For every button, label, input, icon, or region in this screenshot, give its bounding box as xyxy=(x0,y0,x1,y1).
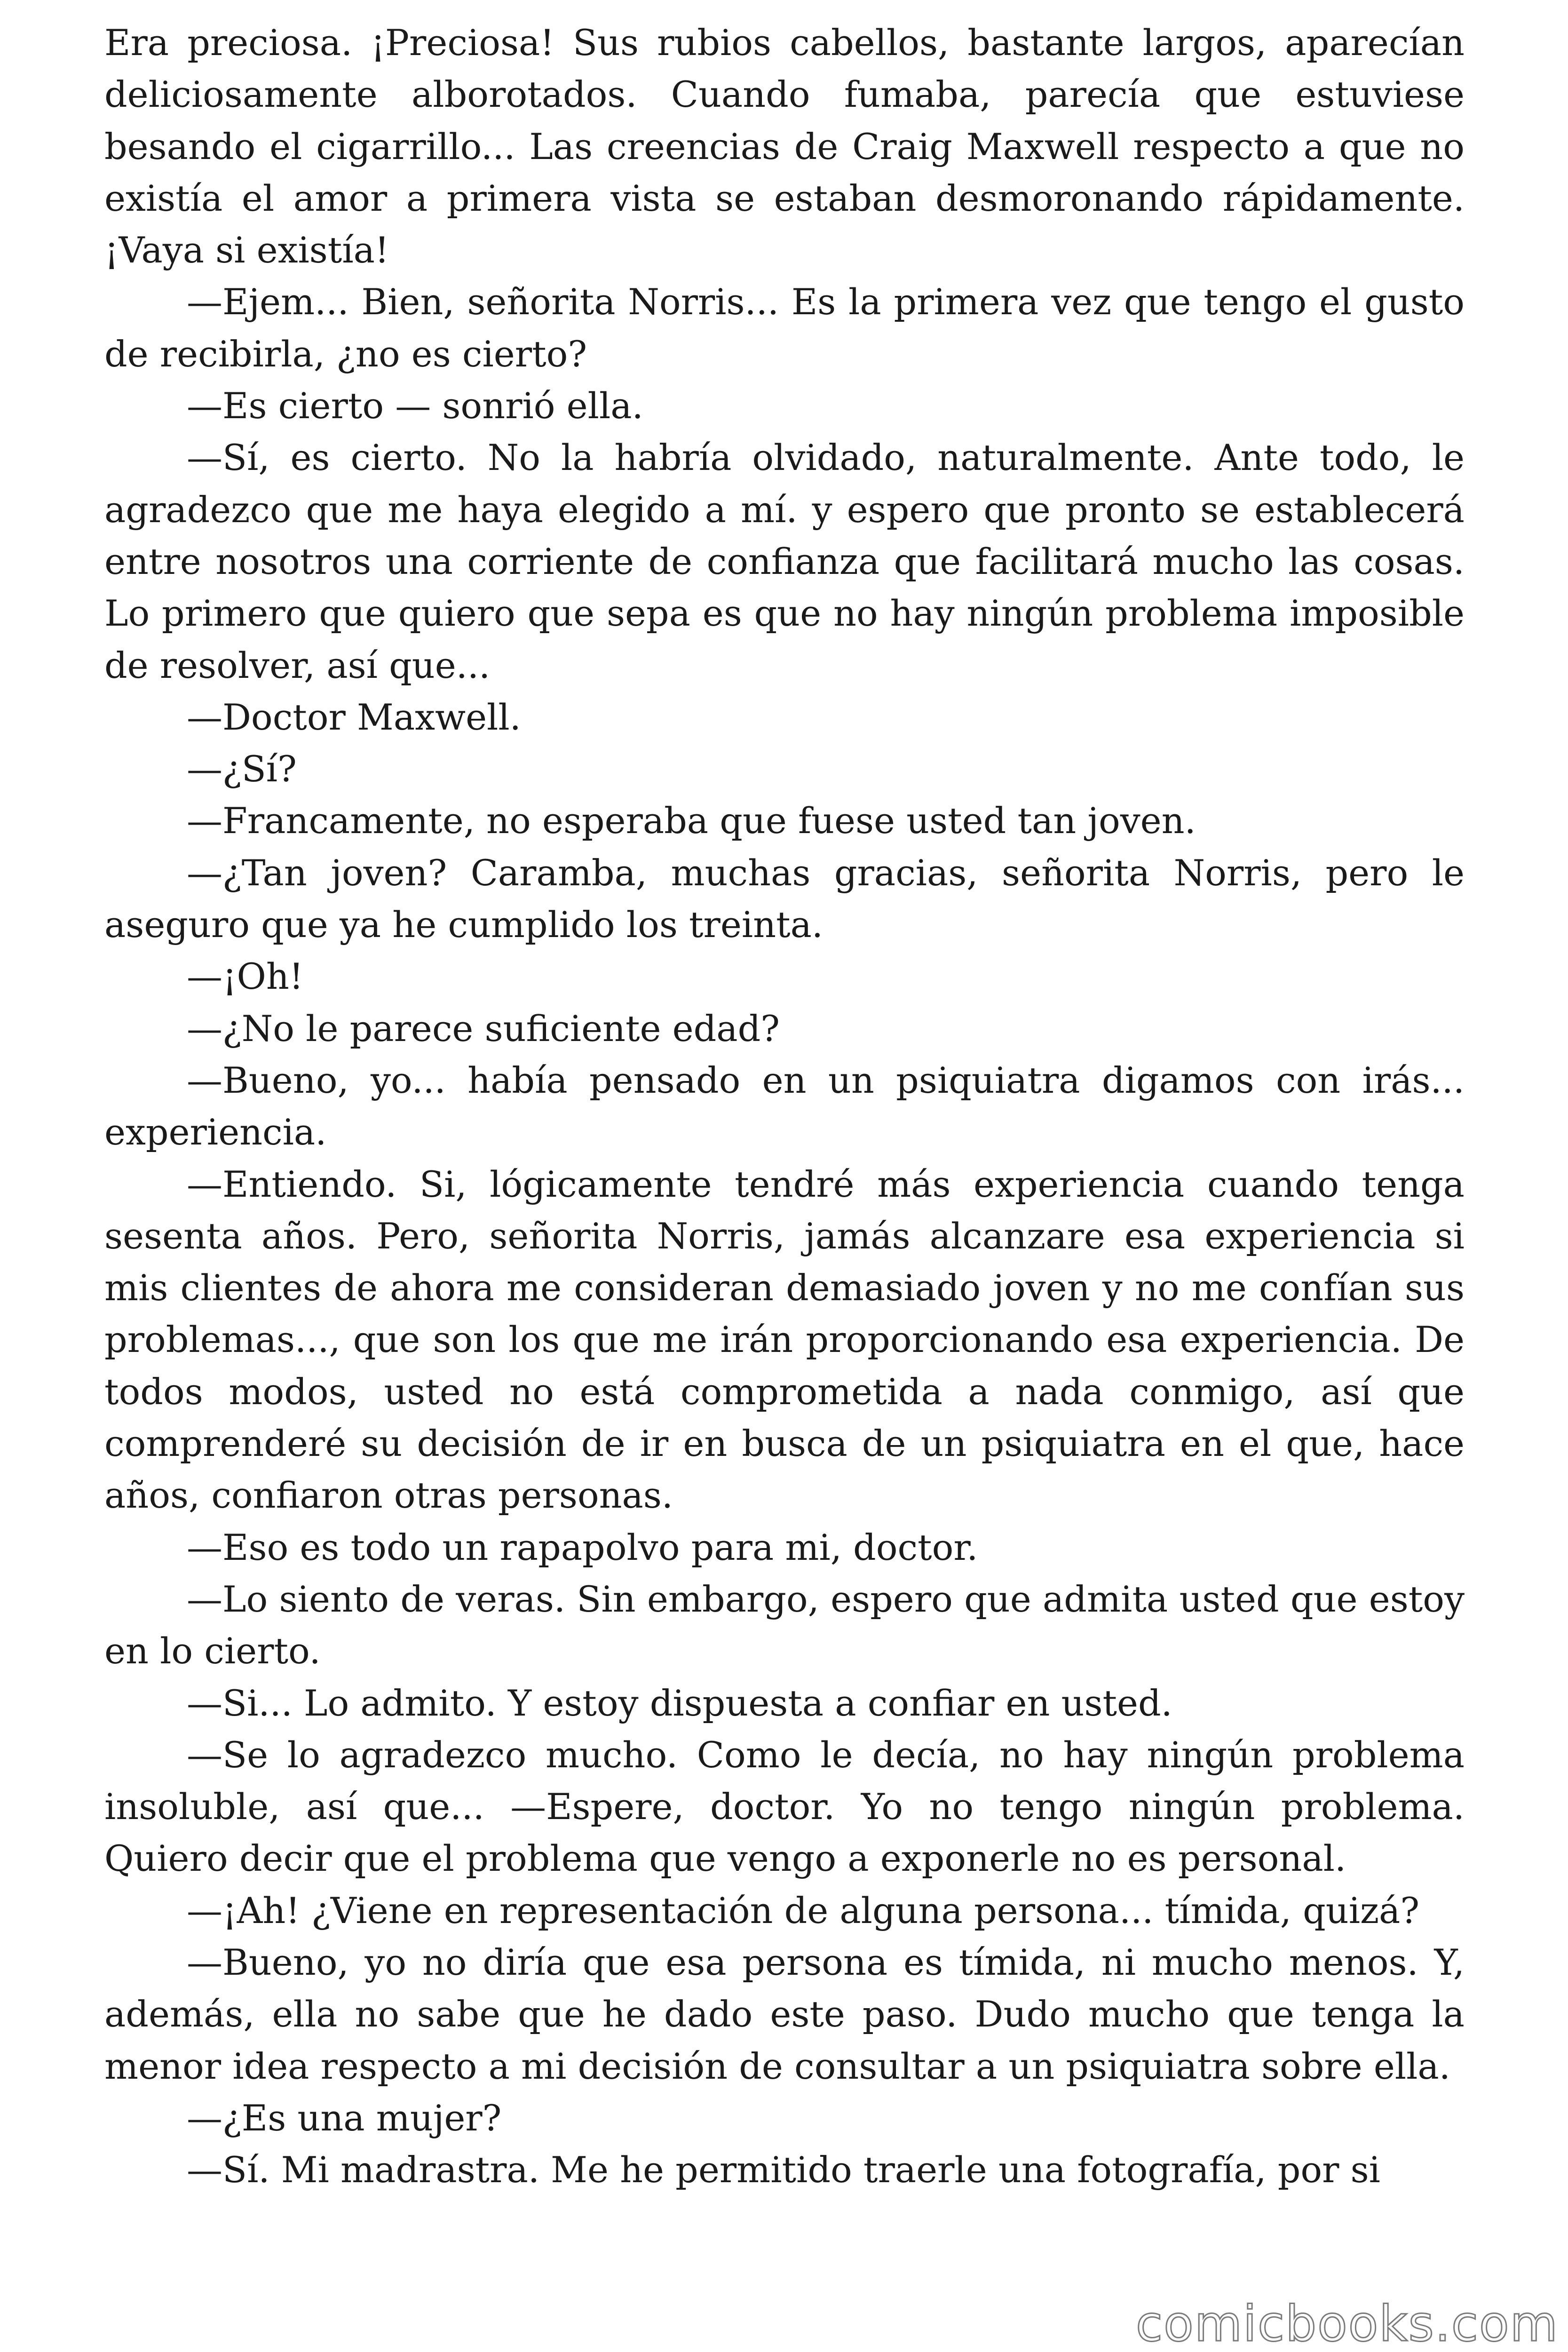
paragraph: —¿Sí? xyxy=(187,748,297,790)
paragraph: —¿Tan joven? Caramba, muchas gracias, señorita Norris, pero le aseguro que ya he cumplido los treinta. xyxy=(104,851,1465,946)
paragraph: —Francamente, no esperaba que fuese usted tan joven. xyxy=(187,800,1196,842)
paragraph: —¡Oh! xyxy=(187,955,304,998)
paragraph: —Bueno, yo no diría que esa persona es tímida, ni mucho menos. Y, además, ella no sabe que he dado este paso. Dudo mucho que tenga la menor idea respecto a mi decisión de consultar a un psiquiatra sobre ella. xyxy=(104,1941,1465,2087)
paragraph: —Si... Lo admito. Y estoy dispuesta a confiar en usted. xyxy=(187,1682,1172,1724)
paragraph: —Lo siento de veras. Sin embargo, espero que admita usted que estoy en lo cierto. xyxy=(104,1578,1465,1672)
paragraph: Era preciosa. ¡Preciosa! Sus rubios cabellos, bastante largos, aparecían deliciosamente alborotados. Cuando fumaba, parecía que estuviese besando el cigarrillo... Las creencias de Craig Maxwell respecto a que no existía el amor a primera vista se estaban desmoronando rápidamente. ¡Vaya si existía! xyxy=(104,22,1465,271)
paragraph: —Sí. Mi madrastra. Me he permitido traerle una fotografía, por si xyxy=(187,2149,1380,2191)
paragraph: —Doctor Maxwell. xyxy=(187,696,521,738)
paragraph: —Ejem... Bien, señorita Norris... Es la primera vez que tengo el gusto de recibirla, ¿no es cierto? xyxy=(104,281,1465,375)
paragraph: —Eso es todo un rapapolvo para mi, doctor. xyxy=(187,1526,978,1568)
book-page-text xyxy=(104,17,1465,2196)
paragraph: —Bueno, yo... había pensado en un psiquiatra digamos con irás... experiencia. xyxy=(104,1059,1465,1153)
paragraph: —Entiendo. Si, lógicamente tendré más experiencia cuando tenga sesenta años. Pero, señorita Norris, jamás alcanzare esa experiencia si mis clientes de ahora me consideran demasiado joven y no me confían sus problemas..., que son los que me irán proporcionando esa experiencia. De todos modos, usted no está comprometida a nada conmigo, así que comprenderé su decisión de ir en busca de un psiquiatra en el que, hace años, confiaron otras personas. xyxy=(104,1163,1465,1517)
watermark: comicbooks.com xyxy=(1135,2295,1559,2352)
paragraph: —Sí, es cierto. No la habría olvidado, naturalmente. Ante todo, le agradezco que me haya elegido a mí. y espero que pronto se establecerá entre nosotros una corriente de confianza que facilitará mucho las cosas. Lo primero que quiero que sepa es que no hay ningún problema imposible de resolver, así que... xyxy=(104,437,1465,686)
paragraph: —Es cierto — sonrió ella. xyxy=(187,385,643,427)
paragraph: —¿Es una mujer? xyxy=(187,2097,502,2139)
paragraph: —Se lo agradezco mucho. Como le decía, no hay ningún problema insoluble, así que... —Espere, doctor. Yo no tengo ningún problema. Quiero decir que el problema que vengo a exponerle no es personal. xyxy=(104,1733,1465,1880)
paragraph: —¡Ah! ¿Viene en representación de alguna persona... tímida, quizá? xyxy=(187,1889,1420,1931)
paragraph: —¿No le parece suficiente edad? xyxy=(187,1007,780,1049)
